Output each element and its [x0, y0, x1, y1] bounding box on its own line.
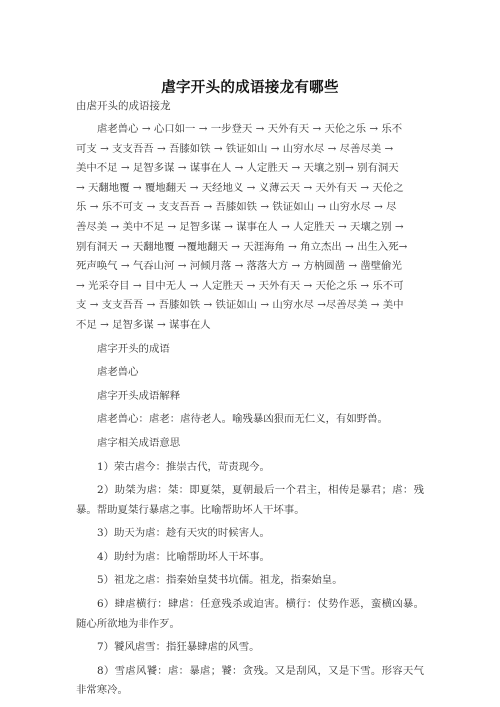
- idiom-meaning-item: 4）助纣为虐：比喻帮助坏人干坏事。: [97, 550, 270, 563]
- idiom-meaning-item: 2）助桀为虐：桀：即夏桀，夏朝最后一个君主，相传是暴君；虐：残暴。帮助夏桀行暴虐之事。比喻帮助坏人干坏事。: [76, 484, 424, 516]
- section-heading: 虐字开头成语解释: [97, 389, 181, 402]
- section-heading: 虐字相关成语意思: [97, 436, 181, 449]
- idiom-name: 虐老兽心: [97, 366, 139, 379]
- chain-line: 善尽美 → 美中不足 → 足智多谋 → 谋事在人 → 人定胜天 → 天壤之别 →: [76, 220, 404, 233]
- chain-line: 虐老兽心 → 心口如一 → 一步登天 → 天外有天 → 天伦之乐 → 乐不: [97, 123, 403, 135]
- idiom-meaning-item: 3）助天为虐：趁有天灾的时候害人。: [97, 527, 270, 540]
- intro-line: 由虐开头的成语接龙: [76, 100, 171, 112]
- idiom-explanation: 虐老兽心：虐老：虐待老人。喻残暴凶狠而无仁义，有如野兽。: [97, 413, 388, 426]
- chain-line: 不足 → 足智多谋 → 谋事在人: [76, 318, 211, 331]
- chain-line: 乐 → 乐不可支 → 支支吾吾 → 吾膝如铁 → 铁证如山 → 山穷水尽 → 尽: [76, 201, 397, 214]
- idiom-chain: [76, 120, 424, 336]
- idiom-meaning-item: 8）雪虐风饕：虐：暴虐；饕：贪残。又是刮风，又是下雪。形容天气非常寒冷。: [76, 664, 424, 697]
- chain-line: 别有洞天 → 天翻地覆 →覆地翻天 → 天涯海角 → 角立杰出 → 出生入死→: [76, 240, 408, 253]
- section-heading: 虐字开头的成语: [97, 342, 170, 355]
- chain-line: → 天翻地覆 → 覆地翻天 → 天经地义 → 义薄云天 → 天外有天 → 天伦之: [76, 181, 404, 194]
- chain-line: 死声唤气 → 气吞山河 → 河倾月落 → 落落大方 → 方枘圆凿 → 凿壁偷光: [76, 260, 402, 273]
- chain-line: 美中不足 → 足智多谋 → 谋事在人 → 人定胜天 → 天壤之别→ 别有洞天: [76, 162, 399, 175]
- idiom-meaning-item: 5）祖龙之虐：指秦始皇焚书坑儒。祖龙，指秦始皇。: [97, 574, 343, 587]
- document-body: [76, 120, 424, 705]
- chain-line: 可支 → 支支吾吾 → 吾膝如铁 → 铁证如山 → 山穷水尽 → 尽善尽美 →: [76, 142, 394, 155]
- idiom-meaning-item: 7）饕风虐雪：指狂暴肆虐的风雪。: [97, 641, 260, 654]
- chain-line: → 光采夺目 → 目中无人 → 人定胜天 → 天外有天 → 天伦之乐 → 乐不可: [76, 279, 404, 292]
- idiom-meaning-item: 1）荣古虐今：推崇古代，苛责现今。: [97, 460, 270, 473]
- chain-line: 支 → 支支吾吾 → 吾膝如铁 → 铁证如山 → 山穷水尽 →尽善尽美 → 美中: [76, 299, 404, 312]
- document-title: 虐字开头的成语接龙有哪些: [161, 80, 339, 96]
- idiom-meaning-item: 6）肆虐横行：肆虐：任意残杀或迫害。横行：仗势作恶，蛮横凶暴。随心所欲地为非作歹。: [76, 598, 424, 630]
